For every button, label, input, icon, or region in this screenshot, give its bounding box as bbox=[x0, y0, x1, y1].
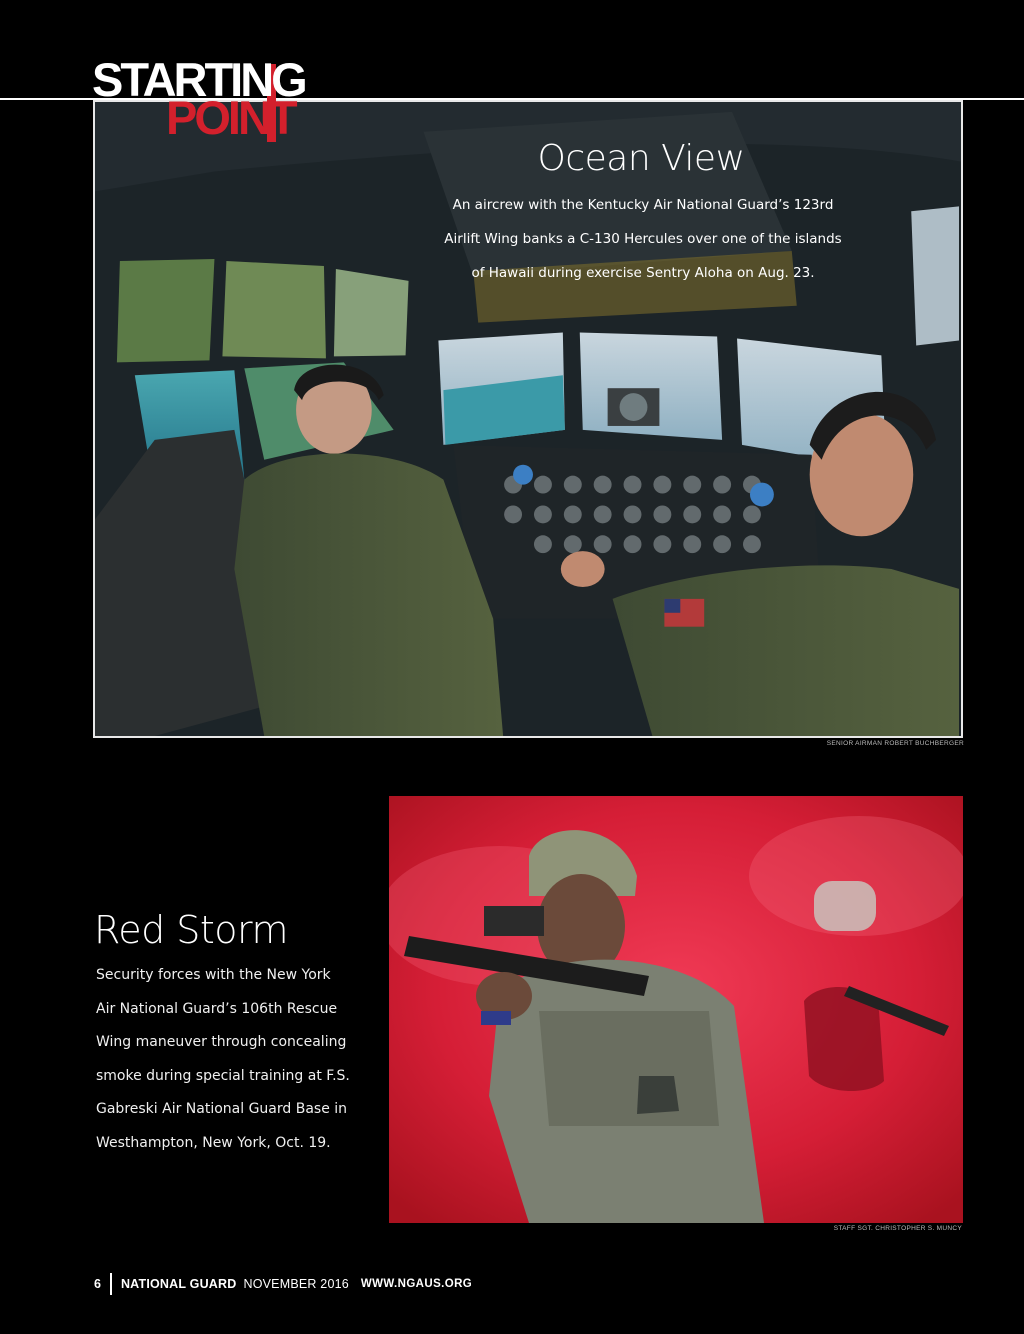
starting-point-logo bbox=[92, 53, 314, 144]
red-smoke-illustration bbox=[389, 796, 963, 1223]
ocean-view-caption bbox=[418, 188, 868, 290]
caption-line: smoke during special training at F.S. bbox=[96, 1067, 350, 1084]
page-footer bbox=[94, 1272, 472, 1296]
logo-line-2: POINT bbox=[166, 91, 295, 144]
red-storm-title: Red Storm bbox=[94, 908, 289, 952]
footer-divider bbox=[110, 1273, 112, 1295]
website-url: WWW.NGAUS.ORG bbox=[360, 1278, 473, 1290]
caption-line: Gabreski Air National Guard Base in bbox=[96, 1101, 348, 1118]
caption-line: Westhampton, New York, Oct. 19. bbox=[96, 1134, 331, 1151]
magazine-name: NATIONAL GUARD bbox=[120, 1277, 237, 1291]
page-number: 6 bbox=[94, 1277, 101, 1291]
photo-credit: SENIOR AIRMAN ROBERT BUCHBERGER bbox=[826, 740, 964, 747]
photo-credit: STAFF SGT. CHRISTOPHER S. MUNCY bbox=[833, 1225, 962, 1232]
caption-line: An aircrew with the Kentucky Air National Guard’s 123rd bbox=[452, 197, 834, 213]
ocean-view-title: Ocean View bbox=[537, 138, 745, 179]
issue-date: NOVEMBER 2016 bbox=[243, 1277, 349, 1291]
caption-line: Airlift Wing banks a C-130 Hercules over one of the islands bbox=[444, 231, 842, 247]
caption-line: Air National Guard’s 106th Rescue bbox=[96, 1000, 338, 1017]
red-smoke-photo bbox=[389, 796, 963, 1223]
caption-line: of Hawaii during exercise Sentry Aloha on Aug. 23. bbox=[471, 265, 815, 281]
logo-line-1: STARTING bbox=[92, 53, 305, 106]
red-storm-caption bbox=[96, 959, 376, 1161]
caption-line: Wing maneuver through concealing bbox=[96, 1034, 347, 1051]
caption-line: Security forces with the New York bbox=[96, 967, 331, 983]
